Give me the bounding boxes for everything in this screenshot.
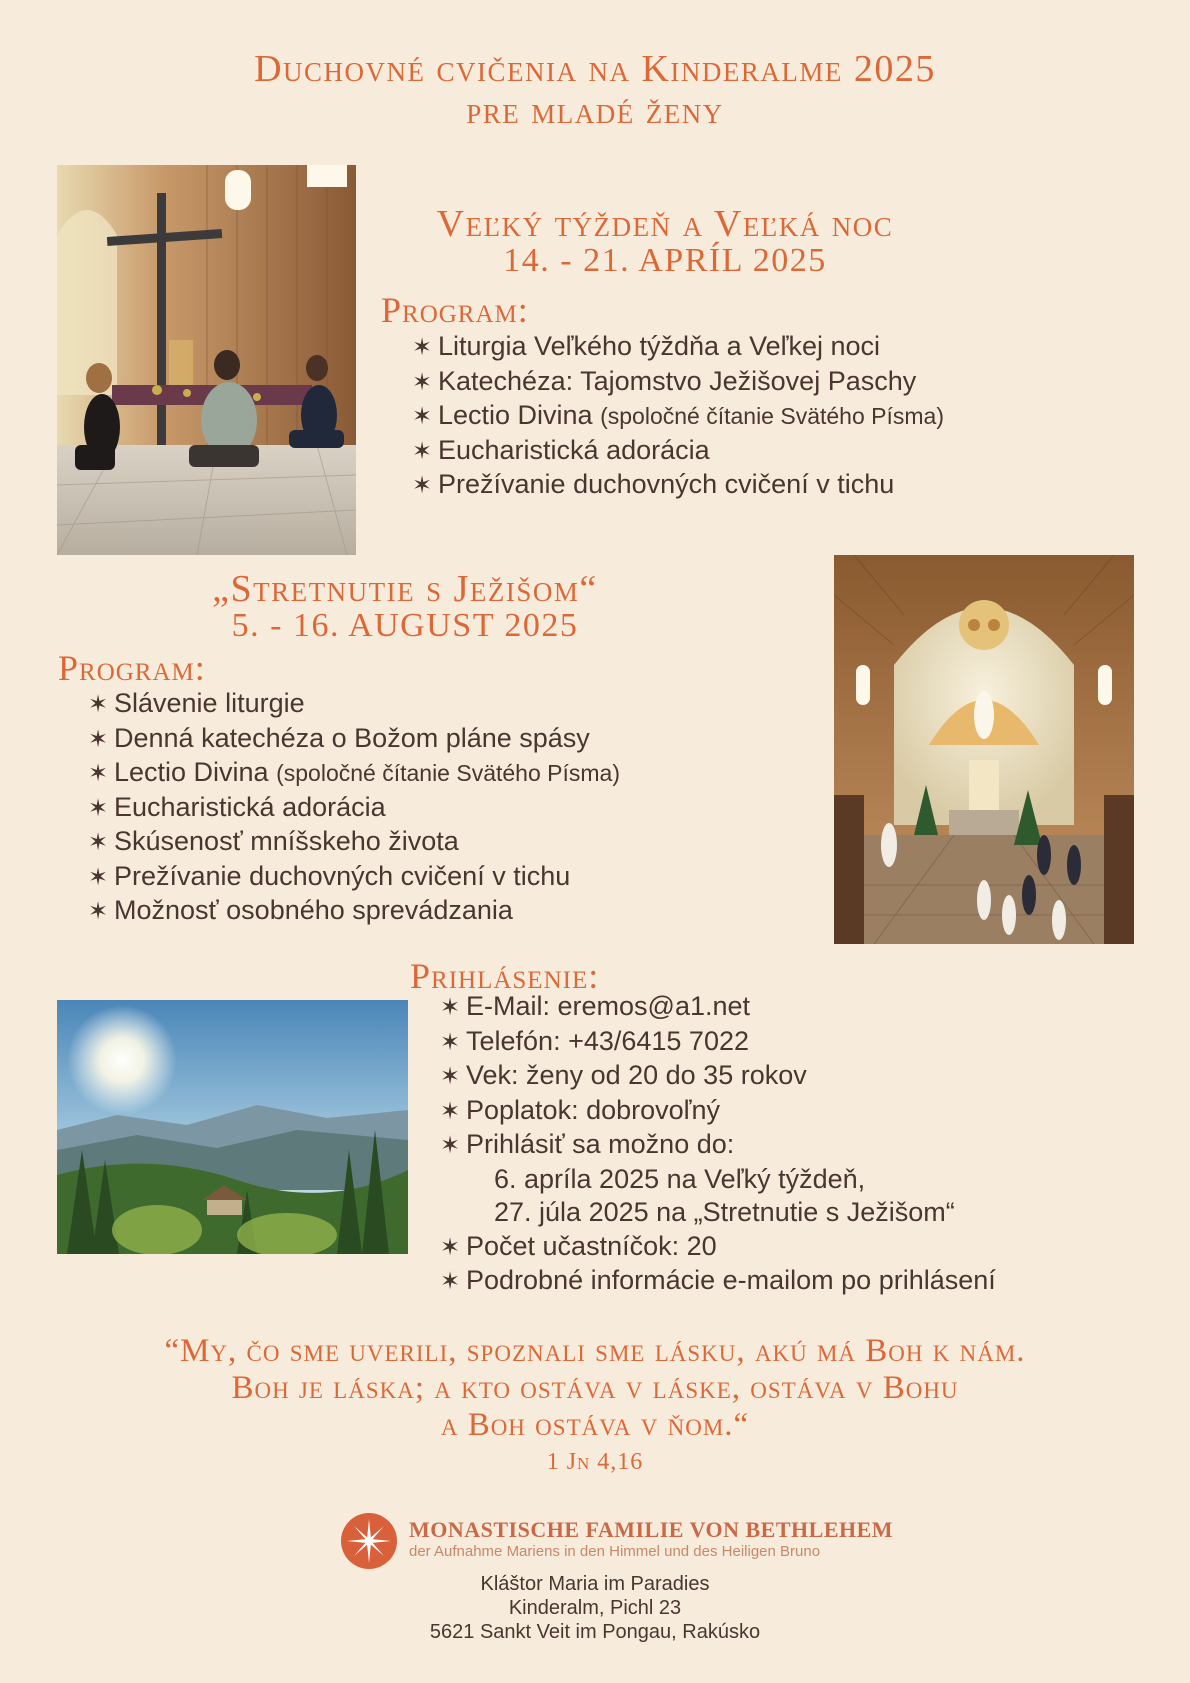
retreat1-heading [380, 205, 950, 279]
star-bullet-icon: ✶ [440, 1233, 461, 1261]
star-bullet-icon: ✶ [440, 994, 461, 1021]
retreat1-program-list [412, 330, 944, 503]
list-item [440, 990, 996, 1025]
star-bullet-icon: ✶ [88, 691, 109, 718]
list-item: ✶ Vek: ženy od 20 do 35 rokov [440, 1059, 996, 1094]
address-block [0, 1572, 1190, 1644]
email-text[interactable]: E-Mail: eremos@a1.net [466, 991, 751, 1021]
address-line1: Kláštor Maria im Paradies [480, 1573, 710, 1595]
retreat2-dates: 5. - 16. AUGUST 2025 [231, 607, 579, 644]
star-bullet-icon: ✶ [88, 898, 109, 925]
retreat1-dates: 14. - 21. APRÍL 2025 [503, 242, 827, 279]
list-item [440, 1025, 996, 1060]
list-item: ✶ Slávenie liturgie [88, 687, 620, 722]
star-bullet-icon: ✶ [88, 725, 109, 753]
list-item: ✶ Eucharistická adorácia [412, 434, 944, 469]
retreat2-program-list [88, 687, 620, 929]
retreat2-title: „Stretnutie s Ježišom“ [212, 568, 598, 610]
list-item: ✶ Denná katechéza o Božom pláne spásy [88, 722, 620, 757]
star-bullet-icon: ✶ [88, 863, 109, 891]
phone-text[interactable]: Telefón: +43/6415 7022 [466, 1025, 749, 1056]
retreat1-title: Veľký týždeň a Veľká noc [436, 203, 894, 245]
quote-line1: “My, čo sme uverili, spoznali sme lásku, akú má Boh k nám. [164, 1333, 1026, 1369]
chapel-cross-photo [57, 165, 356, 555]
list-item: ✶ Skúsenosť mníšskeho života [88, 825, 620, 860]
list-item: ✶ Prežívanie duchovných cvičení v tichu [412, 468, 944, 503]
star-bullet-icon: ✶ [88, 829, 109, 856]
star-bullet-icon: ✶ [440, 1028, 461, 1056]
list-item: ✶ Poplatok: dobrovoľný [440, 1094, 996, 1129]
star-bullet-icon: ✶ [412, 368, 433, 396]
quote-reference: 1 Jn 4,16 [546, 1449, 644, 1475]
list-item: ✶ Prežívanie duchovných cvičení v tichu [88, 860, 620, 895]
star-bullet-icon: ✶ [412, 437, 433, 465]
list-item: ✶ Katechéza: Tajomstvo Ježišovej Paschy [412, 365, 944, 400]
organization-logo [341, 1513, 397, 1569]
quote-line3: a Boh ostáva v ňom.“ [440, 1407, 750, 1443]
list-item: 27. júla 2025 na „Stretnutie s Ježišom“ [494, 1197, 955, 1227]
registration-list [440, 990, 996, 1299]
address-line2: Kinderalm, Pichl 23 [508, 1597, 682, 1619]
list-item: ✶ Podrobné informácie e-mailom po prihlásení [440, 1264, 996, 1299]
registration-label: Prihlásenie: [410, 956, 600, 996]
page-title-line1: Duchovné cvičenia na Kinderalme 2025 [254, 48, 936, 90]
church-interior-photo [834, 555, 1134, 944]
organization-name: MONASTISCHE FAMILIE VON BETHLEHEM [409, 1517, 894, 1542]
list-item: ✶ Lectio Divina (spoločné čítanie Svätého Písma) [88, 756, 620, 791]
star-bullet-icon: ✶ [412, 403, 433, 430]
list-item: ✶ Prihlásiť sa možno do: [440, 1128, 996, 1163]
star-bullet-icon: ✶ [440, 1268, 461, 1295]
star-bullet-icon: ✶ [440, 1097, 461, 1125]
mountain-landscape-photo [57, 1000, 408, 1254]
star-bullet-icon: ✶ [412, 472, 433, 499]
star-bullet-icon: ✶ [412, 334, 433, 361]
retreat2-program-label: Program: [58, 648, 206, 688]
list-item: ✶ Liturgia Veľkého týždňa a Veľkej noci [412, 330, 944, 365]
list-item: ✶ Lectio Divina (spoločné čítanie Svätého Písma) [412, 399, 944, 434]
page-title [0, 48, 1190, 132]
scripture-quote [0, 1333, 1190, 1480]
address-line3: 5621 Sankt Veit im Pongau, Rakúsko [429, 1621, 761, 1643]
list-item: 6. apríla 2025 na Veľký týždeň, [494, 1163, 866, 1194]
organization-subtitle: der Aufnahme Mariens in den Himmel und des Heiligen Bruno [409, 1543, 821, 1560]
retreat1-program-label: Program: [381, 290, 529, 330]
star-bullet-icon: ✶ [88, 794, 109, 822]
bethlehem-star-icon [341, 1513, 397, 1569]
list-item: ✶ Počet učastníčok: 20 [440, 1230, 996, 1265]
list-item: ✶ Eucharistická adorácia [88, 791, 620, 826]
retreat2-heading [120, 570, 690, 644]
star-bullet-icon: ✶ [440, 1132, 461, 1159]
page-title-line2: pre mladé ženy [466, 90, 724, 132]
star-bullet-icon: ✶ [88, 760, 109, 787]
list-item: ✶ Možnosť osobného sprevádzania [88, 894, 620, 929]
star-bullet-icon: ✶ [440, 1063, 461, 1090]
quote-line2: Boh je láska; a kto ostáva v láske, ostáva v Bohu [231, 1370, 959, 1406]
